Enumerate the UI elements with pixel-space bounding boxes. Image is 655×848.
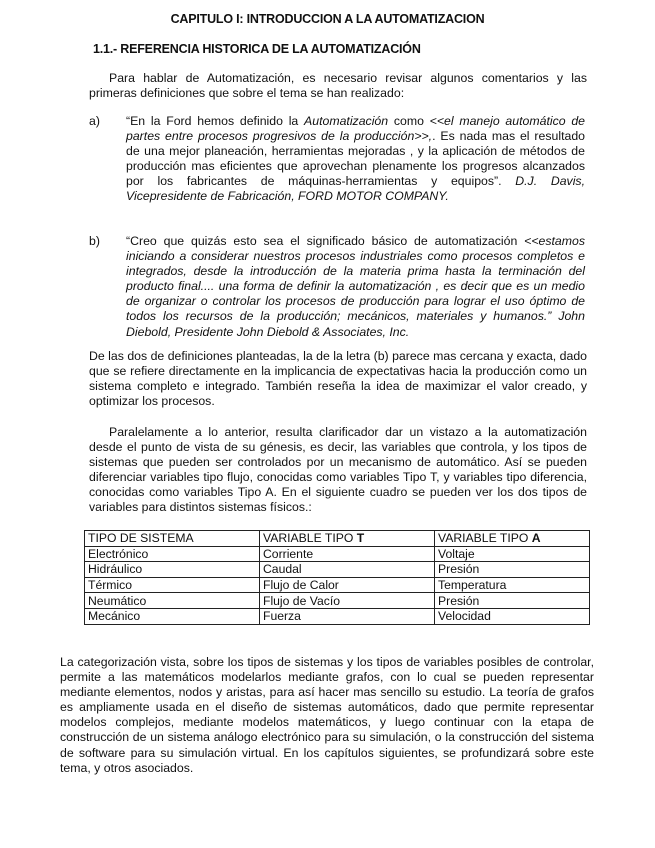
variable-t-cell: Caudal [260, 562, 435, 578]
definition-a-body: . Es nada mas el resultado de una mejor planeación, herramientas mejoradas , y la aplicación de métodos de producción mas eficientes que aprovechan plenamente los progresos alcanzados por los fabricantes de máquinas-herramientas y equipos”. [126, 129, 585, 189]
variables-table [84, 530, 590, 625]
definition-b-part1: “Creo que quizás esto sea el significado básico de automatización [126, 234, 525, 248]
definition-a-term: Automatización [304, 114, 389, 128]
variable-t-cell: Flujo de Vacío [260, 593, 435, 609]
system-cell: Térmico [85, 577, 260, 593]
variable-t-cell: Fuerza [260, 608, 435, 624]
definition-a-label: a) [89, 114, 100, 128]
definition-a-text [126, 114, 585, 205]
variable-a-cell: Presión [435, 562, 590, 578]
system-cell: Electrónico [85, 546, 260, 562]
definition-a-quote: <<el manejo automático de partes entre procesos progresivos de la producción>>, [126, 114, 586, 144]
variables-paragraph: Paralelamente a lo anterior, resulta clarificador dar un vistazo a la automatización desde el punto de vista de su génesis, es decir, las variables que controla, y los tipos de sistemas que pueden ser controlados por un mecanismo de automático. Así se pueden diferenciar variables tipo flujo, conocidas como variables Tipo T, y variables tipo diferencia, conocidas como variables Tipo A. En el siguiente cuadro se pueden ver los dos tipos de variables para distintos sistemas físicos.: [89, 425, 587, 515]
definition-a-part3: como [388, 114, 430, 128]
graph-theory-paragraph: La categorización vista, sobre los tipos de sistemas y los tipos de variables posibles de controlar, permite a las matemáticos modelarlos mediante grafos, con lo cual se pueden representar mediante elementos, nodos y aristas, para así hacer mas sencillo su estudio. La teoría de grafos es ampliamente usada en el diseño de sistemas automáticos, dado que permite representar modelos complejos, mediante modelos matemáticos, y luego continuar con la etapa de construcción de un sistema análogo electrónico para su simulación, o la construcción del sistema de software para su simulación virtual. En los capítulos siguientes, se profundizará sobre este tema, y otros asociados. [60, 655, 594, 775]
definition-a-attribution: D.J. Davis, Vicepresidente de Fabricación, FORD MOTOR COMPANY. [126, 174, 585, 204]
analysis-paragraph: De las dos de definiciones planteadas, la de la letra (b) parece mas cercana y exacta, dado que se refiere directamente en la implicancia de expectativas hacia la producción como un sistema completo e integrado. También reseña la idea de maximizar el valor creado, y optimizar los procesos. [89, 349, 587, 409]
variable-a-cell: Temperatura [435, 577, 590, 593]
system-cell: Mecánico [85, 608, 260, 624]
section-heading: 1.1.- REFERENCIA HISTORICA DE LA AUTOMATIZACIÓN [93, 42, 421, 56]
variable-t-cell: Corriente [260, 546, 435, 562]
header-variable-t [260, 531, 435, 547]
table-row [85, 608, 590, 624]
header-system-type: TIPO DE SISTEMA [85, 531, 260, 547]
variable-a-cell: Velocidad [435, 608, 590, 624]
chapter-title: CAPITULO I: INTRODUCCION A LA AUTOMATIZACION [170, 12, 485, 26]
system-cell: Hidráulico [85, 562, 260, 578]
header-variable-a [435, 531, 590, 547]
table-row [85, 593, 590, 609]
definition-a [89, 114, 587, 224]
header-variable-a-letter: A [531, 531, 541, 546]
variable-a-cell: Voltaje [435, 546, 590, 562]
definition-b [89, 234, 587, 344]
header-variable-t-prefix: VARIABLE TIPO [263, 531, 357, 546]
table-header-row [85, 531, 590, 547]
system-cell: Neumático [85, 593, 260, 609]
variable-t-cell: Flujo de Calor [260, 577, 435, 593]
table-row [85, 562, 590, 578]
header-variable-a-prefix: VARIABLE TIPO [438, 531, 532, 546]
definition-b-text [126, 234, 585, 340]
definition-b-quote: <<estamos iniciando a considerar nuestros procesos industriales como procesos completos e integrados, desde la introducción de la materia prima hasta la terminación del producto final.... una forma de definir la automatización , es decir que es un medio de organizar o controlar los procesos de producción para lograr el uso óptimo de todos los recursos de la producción; mecánicos, materiales y humanos.” John Diebold, Presidente John Diebold & Associates, Inc. [126, 234, 585, 339]
intro-paragraph: Para hablar de Automatización, es necesario revisar algunos comentarios y las primeras definiciones que sobre el tema se han realizado: [89, 71, 587, 101]
table-row [85, 546, 590, 562]
header-variable-t-letter: T [356, 531, 365, 546]
definition-a-part1: “En la Ford hemos definido la [126, 114, 305, 128]
definition-b-label: b) [89, 234, 100, 248]
variable-a-cell: Presión [435, 593, 590, 609]
table-row [85, 577, 590, 593]
